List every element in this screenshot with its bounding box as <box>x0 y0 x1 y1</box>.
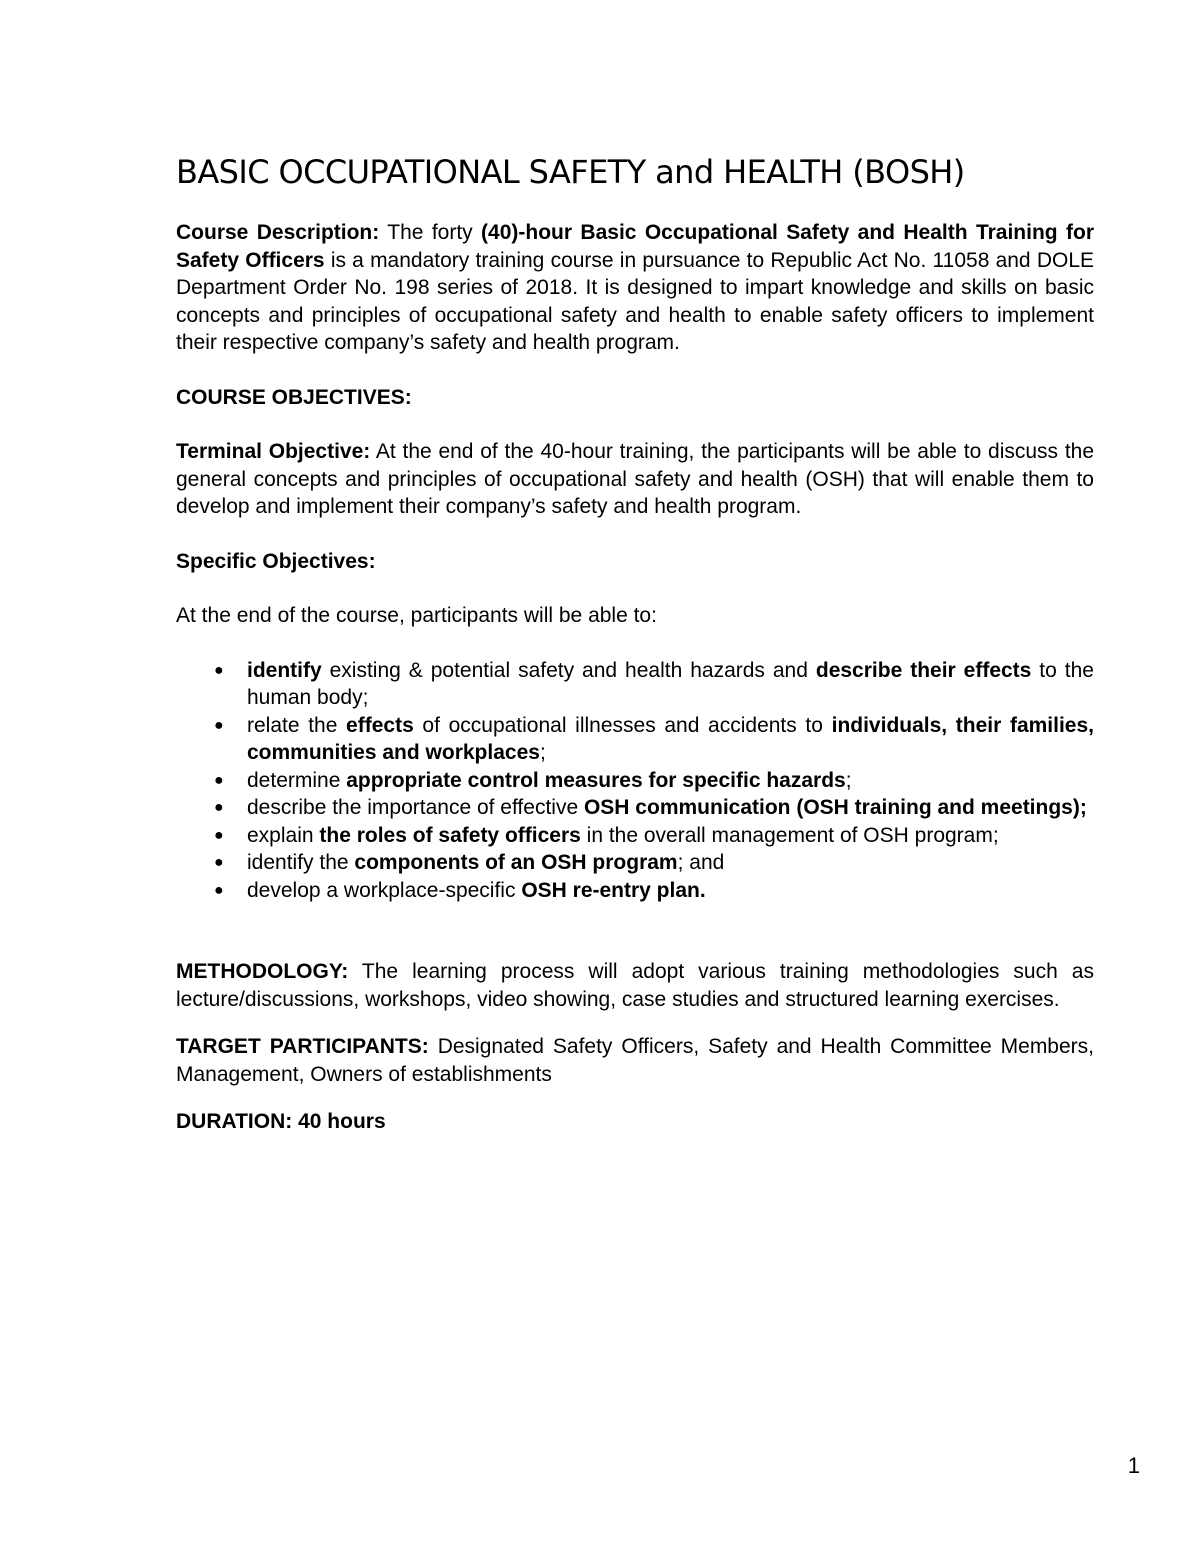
methodology-label: METHODOLOGY: <box>176 960 349 983</box>
bullet-icon: ● <box>214 826 224 844</box>
bullet-icon: ● <box>214 661 224 679</box>
objective-bold: describe their effects <box>815 658 1032 682</box>
course-description <box>176 219 1094 357</box>
objective-text: develop a workplace-specific <box>247 878 522 902</box>
course-objectives-heading <box>176 384 1094 412</box>
terminal-objective <box>176 438 1094 521</box>
list-item <box>176 849 1094 877</box>
target-participants-label: TARGET PARTICIPANTS: <box>176 1035 429 1058</box>
duration <box>176 1108 1094 1136</box>
objective-bold: the roles of safety officers <box>319 823 581 847</box>
objective-bold: individuals, their families, communities and workplaces <box>247 713 1094 764</box>
specific-objectives-intro: At the end of the course, participants will be able to: <box>176 604 657 627</box>
objective-bold: OSH communication (OSH training and meetings); <box>583 796 1087 819</box>
bullet-icon: ● <box>214 716 224 734</box>
objective-bold: identify <box>247 658 322 682</box>
course-objectives-heading-text: COURSE OBJECTIVES: <box>176 385 412 409</box>
bullet-icon: ● <box>214 854 224 871</box>
target-participants-text: Designated Safety Officers, Safety and Health Committee Members, Management, Owners of establishments <box>176 1035 1094 1086</box>
list-item <box>176 767 1094 795</box>
objective-bold: effects <box>346 713 414 737</box>
bullet-icon: ● <box>214 881 224 899</box>
duration-value: 40 hours <box>292 1110 386 1133</box>
specific-objectives-heading <box>176 548 1094 576</box>
objective-text: ; and <box>677 851 725 874</box>
terminal-objective-text: At the end of the 40-hour training, the participants will be able to discuss the general concepts and principles of occupational safety and health (OSH) that will enable them to develop and implement their company’s safety and health program. <box>176 440 1095 518</box>
course-description-bold-1: (40)-hour Basic Occupational Safety and Health Training for Safety Officers <box>176 221 1094 272</box>
objective-text: ; <box>539 741 546 764</box>
list-item <box>176 877 1094 905</box>
objective-text: of occupational illnesses and accidents to <box>413 713 832 737</box>
specific-objectives-heading-text: Specific Objectives: <box>176 549 376 573</box>
page-number: 1 <box>1127 1453 1140 1478</box>
objective-bold: appropriate control measures for specific hazards <box>346 768 846 792</box>
objective-bold: components of an OSH program <box>354 851 678 874</box>
bullet-icon: ● <box>214 771 224 789</box>
methodology <box>176 958 1094 1013</box>
list-item <box>176 822 1094 850</box>
objective-text: describe the importance of effective <box>247 796 584 819</box>
course-description-text-1: The forty <box>379 221 482 244</box>
objective-text: explain <box>247 823 320 847</box>
objective-text: determine <box>247 768 347 792</box>
objective-text: existing & potential safety and health hazards and <box>321 658 816 682</box>
document-page <box>176 150 1094 1136</box>
objective-text: relate the <box>247 713 347 737</box>
objective-text: to the human body; <box>247 658 1094 709</box>
duration-label: DURATION: <box>176 1110 293 1133</box>
target-participants <box>176 1033 1094 1088</box>
bullet-icon: ● <box>214 799 224 816</box>
document-title: BASIC OCCUPATIONAL SAFETY and HEALTH (BOSH) <box>176 153 965 191</box>
terminal-objective-label: Terminal Objective: <box>176 440 371 463</box>
objective-bold: OSH re-entry plan. <box>521 878 706 902</box>
course-description-text-2: is a mandatory training course in pursuance to Republic Act No. 11058 and DOLE Department Order No. 198 series of 2018. It is designed to impart knowledge and skills on basic concepts and principles of occupational safety and health to enable safety officers to implement their respective company’s safety and health program. <box>176 248 1094 354</box>
list-item <box>176 712 1094 767</box>
course-description-label: Course Description: <box>176 221 380 244</box>
methodology-text: The learning process will adopt various training methodologies such as lecture/discussions, workshops, video showing, case studies and structured learning exercises. <box>176 960 1094 1011</box>
list-item <box>176 657 1094 712</box>
objective-text: in the overall management of OSH program; <box>580 823 999 847</box>
objective-text: ; <box>845 768 852 792</box>
list-item <box>176 794 1094 822</box>
objectives-list <box>176 657 1094 905</box>
objective-text: identify the <box>247 851 355 874</box>
